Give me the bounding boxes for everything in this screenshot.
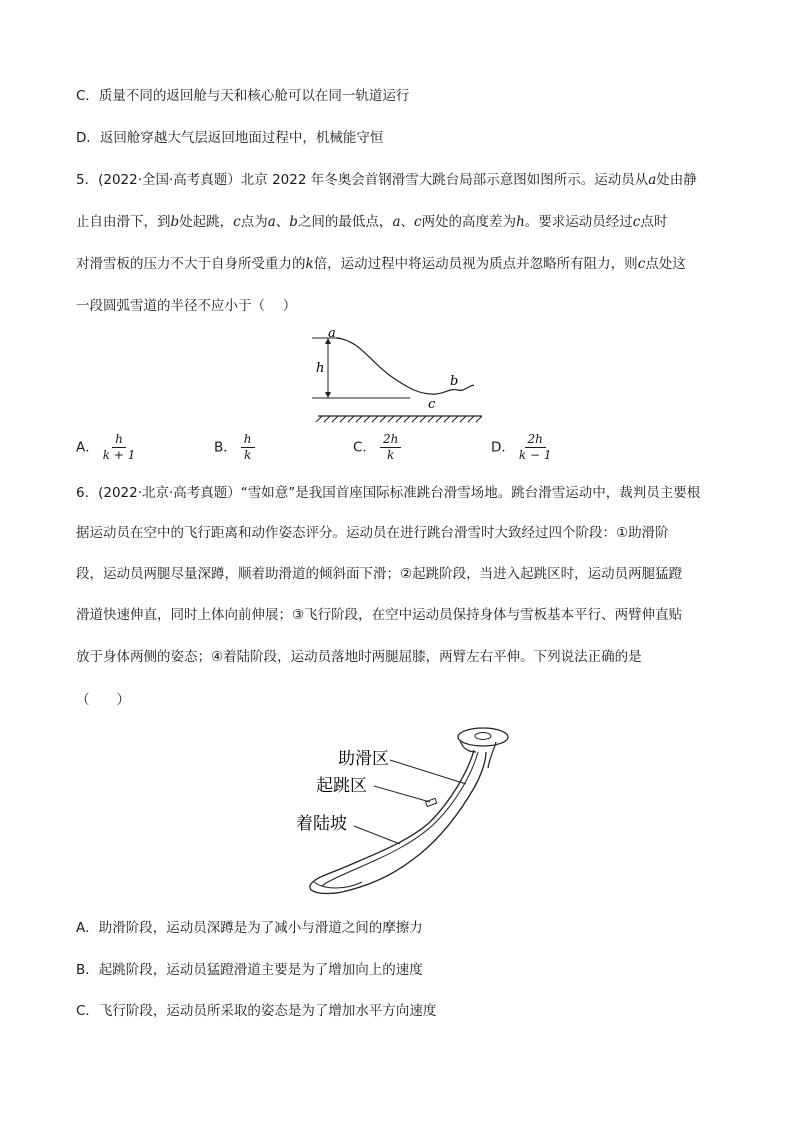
q6-stem-line-1: 6．(2022·北京·高考真题）“雪如意”是我国首座国际标准跳台滑雪场地。跳台滑雪运动中，裁判员主要根 [76,485,701,501]
zone-label-takeoff: 起跳区 [316,776,367,796]
q5-stem-line-3: 对滑雪板的压力不大于自身所受重力的k倍，运动过程中将运动员视为质点并忽略所有阻力，则c点处这 [76,256,686,272]
height-label: h [316,361,325,376]
q5-stem-line-4: 一段圆弧雪道的半径不应小于（ ） [76,298,297,314]
q6-ski-jump-figure [290,722,510,902]
q5-stem-line-2: 止自由滑下，到b处起跳，c点为a、b之间的最低点，a、c两处的高度差为h。要求运动员经过c点时 [76,214,668,230]
q6-stem-line-4: 滑道快速伸直，同时上体向前伸展；③飞行阶段，在空中运动员保持身体与雪板基本平行、两臂伸直贴 [76,607,683,623]
q5-option-d: D． $\frac{2h}{k - 1}$ [491,432,552,462]
takeoff-marker [426,798,437,806]
leader-line-zone2 [374,786,430,802]
zone-label-landing: 着陆坡 [296,814,347,834]
point-b-label: b [450,374,459,389]
q6-option-a: A．助滑阶段，运动员深蹲是为了减小与滑道之间的摩擦力 [76,920,423,936]
q5-option-a: A． $\frac{h}{k + 1}$ [76,432,136,462]
ground-hatching [316,416,482,422]
q5-stem-line-1: 5．(2022·全国·高考真题）北京 2022 年冬奥会首钢滑雪大跳台局部示意图如图所示。运动员从a处由静 [76,172,697,188]
point-c-label: c [428,397,436,412]
height-arrowhead-down [325,392,331,398]
q6-stem-line-6: （ ） [76,692,130,708]
tower-body [460,740,496,768]
q6-stem-line-2: 据运动员在空中的飞行距离和动作姿态评分。运动员在进行跳台滑雪时大致经过四个阶段：①助滑阶 [76,525,669,541]
landing-slope-end [314,882,362,888]
q5-slope-figure [300,322,500,432]
q4-option-c: C．质量不同的返回舱与天和核心舱可以在同一轨道运行 [76,88,410,104]
q6-option-b: B．起跳阶段，运动员猛蹬滑道主要是为了增加向上的速度 [76,962,423,978]
zone-label-approach: 助滑区 [338,749,389,769]
tower-top-hole [475,733,491,740]
tower-top-ellipse [458,728,508,746]
q4-option-d: D．返回舱穿越大气层返回地面过程中，机械能守恒 [76,130,384,146]
leader-line-zone1 [390,760,466,784]
q5-option-b: B． $\frac{h}{k}$ [214,432,255,463]
point-a-label: a [328,326,336,341]
q5-option-c: C． $\frac{2h}{k}$ [353,432,401,463]
leader-line-zone3 [354,826,400,844]
q6-option-c: C．飞行阶段，运动员所采取的姿态是为了增加水平方向速度 [76,1003,437,1019]
q6-stem-line-3: 段，运动员两腿尽量深蹲，顺着助滑道的倾斜面下滑；②起跳阶段，当进入起跳区时，运动员两腿猛蹬 [76,566,683,582]
q6-stem-line-5: 放于身体两侧的姿态；④着陆阶段，运动员落地时两腿屈膝，两臂左右平伸。下列说法正确的是 [76,649,642,665]
